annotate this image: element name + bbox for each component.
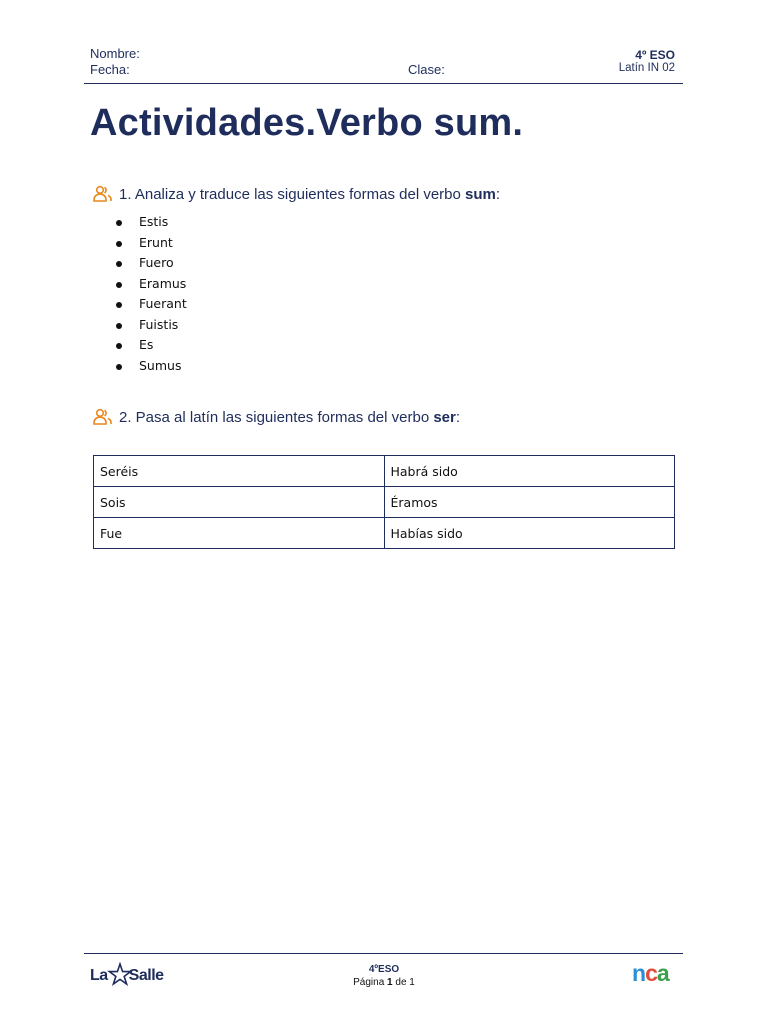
header-rule xyxy=(84,83,683,84)
table-row xyxy=(94,456,675,487)
question-2 xyxy=(92,408,460,426)
table-row xyxy=(94,518,675,549)
page-number: Página 1 de 1 xyxy=(353,977,415,988)
users-icon xyxy=(92,408,113,426)
sum-forms-list xyxy=(116,212,187,376)
list-item: Erunt xyxy=(116,233,187,254)
course-label: 4º ESO xyxy=(635,48,675,62)
footer-course: 4ºESO xyxy=(368,964,400,975)
table-cell[interactable]: Fue xyxy=(94,518,385,549)
users-icon xyxy=(92,185,113,203)
clase-label: Clase: xyxy=(408,62,445,77)
nca-logo: nca xyxy=(632,960,669,986)
list-item: Fuero xyxy=(116,253,187,274)
table-cell[interactable]: Habías sido xyxy=(384,518,675,549)
list-item: Sumus xyxy=(116,356,187,377)
list-item: Estis xyxy=(116,212,187,233)
page-title: Actividades.Verbo sum. xyxy=(90,102,524,144)
table-cell[interactable]: Habrá sido xyxy=(384,456,675,487)
list-item: Fuistis xyxy=(116,315,187,336)
list-item: Eramus xyxy=(116,274,187,295)
list-item: Es xyxy=(116,335,187,356)
subject-code: Latín IN 02 xyxy=(618,62,675,74)
footer-rule xyxy=(84,953,683,954)
question-2-text: 2. Pasa al latín las siguientes formas del verbo ser: xyxy=(119,408,461,426)
question-1-text: 1. Analiza y traduce las siguientes formas del verbo sum: xyxy=(119,185,501,203)
nombre-label: Nombre: xyxy=(90,46,140,61)
table-cell[interactable]: Sois xyxy=(94,487,385,518)
ser-forms-table xyxy=(93,455,675,549)
table-cell[interactable]: Éramos xyxy=(384,487,675,518)
question-1 xyxy=(92,185,500,203)
fecha-label: Fecha: xyxy=(90,62,130,77)
table-cell[interactable]: Seréis xyxy=(94,456,385,487)
list-item: Fuerant xyxy=(116,294,187,315)
lasalle-logo-text: La Salle xyxy=(90,967,164,984)
table-row xyxy=(94,487,675,518)
